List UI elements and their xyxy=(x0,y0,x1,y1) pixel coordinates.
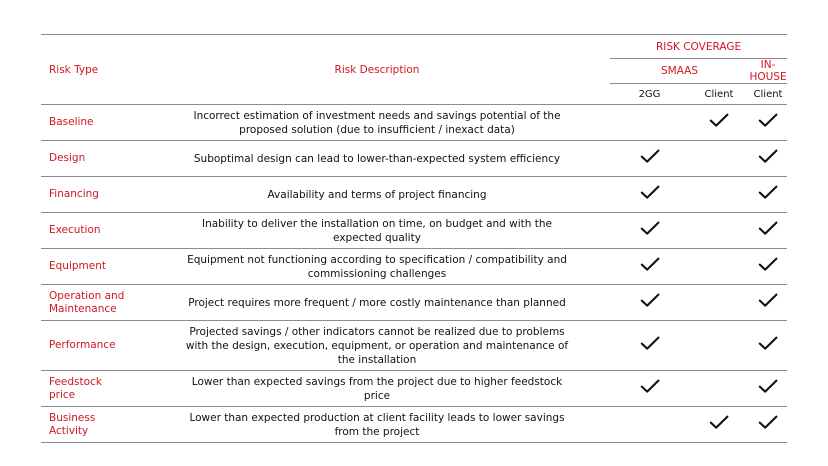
risk-type-header: Risk Type xyxy=(49,63,99,76)
risk-type-line: Operation and xyxy=(49,289,125,302)
risk-type-line: Maintenance xyxy=(49,302,117,315)
coverage-cell-2gg xyxy=(610,213,689,249)
check-icon xyxy=(640,221,660,236)
table-row xyxy=(41,177,787,213)
coverage-cell-inhouse-client xyxy=(749,285,787,321)
check-icon xyxy=(758,415,778,430)
risk-description-line: Lower than expected production at client facility leads to lower savings xyxy=(189,411,565,424)
risk-type-cell xyxy=(41,177,144,213)
risk-description-line: expected quality xyxy=(333,231,421,244)
risk-description-cell xyxy=(144,249,610,285)
risk-description-line: Lower than expected savings from the project due to higher feedstock xyxy=(191,375,563,388)
check-icon xyxy=(758,185,778,200)
coverage-cell-smaas-client xyxy=(689,285,749,321)
coverage-cell-2gg xyxy=(610,177,689,213)
risk-description-cell xyxy=(144,407,610,443)
risk-type-line: Business xyxy=(49,411,96,424)
risk-description-header: Risk Description xyxy=(334,63,420,76)
check-icon xyxy=(709,113,729,128)
risk-description-line: Projected savings / other indicators cannot be realized due to problems xyxy=(189,325,565,338)
risk-type-line: price xyxy=(49,388,76,401)
table-row xyxy=(41,371,787,407)
table-row xyxy=(41,213,787,249)
risk-type-line: Equipment xyxy=(49,260,106,272)
coverage-cell-smaas-client xyxy=(689,249,749,285)
check-icon xyxy=(758,293,778,308)
risk-description-cell xyxy=(144,105,610,141)
check-icon xyxy=(640,149,660,164)
risk-description-line: Availability and terms of project financing xyxy=(267,188,487,201)
risk-description-line: Incorrect estimation of investment needs and savings potential of the xyxy=(193,109,561,122)
coverage-cell-inhouse-client xyxy=(749,177,787,213)
risk-type-cell xyxy=(41,285,144,321)
check-icon xyxy=(640,185,660,200)
check-icon xyxy=(758,149,778,164)
coverage-cell-inhouse-client xyxy=(749,213,787,249)
risk-type-line: Execution xyxy=(49,224,101,236)
risk-description-line: commissioning challenges xyxy=(307,267,447,280)
risk-type-line: Design xyxy=(49,152,86,164)
header-row-coverage xyxy=(41,35,787,59)
risk-description-line: Equipment not functioning according to specification / compatibility and xyxy=(187,253,567,266)
coverage-cell-inhouse-client xyxy=(749,105,787,141)
check-icon xyxy=(758,221,778,236)
coverage-cell-smaas-client xyxy=(689,177,749,213)
check-icon xyxy=(640,293,660,308)
coverage-cell-2gg xyxy=(610,285,689,321)
table-row xyxy=(41,285,787,321)
table-row xyxy=(41,141,787,177)
coverage-cell-smaas-client xyxy=(689,407,749,443)
risk-table-body xyxy=(41,105,787,443)
smaas-header: SMAAS xyxy=(610,59,749,84)
check-icon xyxy=(640,379,660,394)
coverage-cell-smaas-client xyxy=(689,321,749,371)
coverage-cell-2gg xyxy=(610,249,689,285)
risk-type-cell xyxy=(41,407,144,443)
risk-description-cell xyxy=(144,371,610,407)
check-icon xyxy=(640,336,660,351)
risk-coverage-table xyxy=(41,34,787,443)
table-row xyxy=(41,105,787,141)
col-inhouse-client-header: Client xyxy=(753,88,783,100)
risk-type-line: Feedstock xyxy=(49,375,102,388)
col-smaas-client-header: Client xyxy=(704,88,734,100)
risk-description-cell xyxy=(144,141,610,177)
risk-type-cell xyxy=(41,249,144,285)
risk-description-cell xyxy=(144,321,610,371)
coverage-cell-inhouse-client xyxy=(749,141,787,177)
check-icon xyxy=(758,336,778,351)
in-house-header: IN-HOUSE xyxy=(749,59,787,83)
risk-type-cell xyxy=(41,321,144,371)
coverage-cell-inhouse-client xyxy=(749,249,787,285)
risk-description-line: Project requires more frequent / more costly maintenance than planned xyxy=(188,296,566,309)
risk-description-cell xyxy=(144,213,610,249)
coverage-cell-smaas-client xyxy=(689,371,749,407)
coverage-cell-smaas-client xyxy=(689,141,749,177)
coverage-cell-2gg xyxy=(610,321,689,371)
coverage-cell-inhouse-client xyxy=(749,407,787,443)
risk-coverage-header: RISK COVERAGE xyxy=(610,35,787,59)
risk-description-cell xyxy=(144,177,610,213)
risk-type-cell xyxy=(41,213,144,249)
coverage-cell-2gg xyxy=(610,407,689,443)
coverage-cell-2gg xyxy=(610,141,689,177)
check-icon xyxy=(758,113,778,128)
risk-type-line: Activity xyxy=(49,424,89,437)
coverage-cell-smaas-client xyxy=(689,105,749,141)
risk-description-line: from the project xyxy=(334,425,420,438)
check-icon xyxy=(758,257,778,272)
check-icon xyxy=(640,257,660,272)
risk-type-cell xyxy=(41,141,144,177)
risk-description-line: Suboptimal design can lead to lower-than-expected system efficiency xyxy=(193,152,561,165)
risk-type-cell xyxy=(41,105,144,141)
coverage-cell-smaas-client xyxy=(689,213,749,249)
risk-type-line: Financing xyxy=(49,188,99,200)
risk-description-cell xyxy=(144,285,610,321)
risk-description-line: proposed solution (due to insufficient / inexact data) xyxy=(239,123,515,136)
coverage-cell-inhouse-client xyxy=(749,321,787,371)
coverage-cell-inhouse-client xyxy=(749,371,787,407)
risk-type-line: Baseline xyxy=(49,116,94,128)
table-row xyxy=(41,249,787,285)
col-2gg-header: 2GG xyxy=(638,88,661,100)
coverage-cell-2gg xyxy=(610,371,689,407)
risk-description-line: with the design, execution, equipment, or operation and maintenance of xyxy=(185,339,569,352)
risk-description-line: the installation xyxy=(337,353,417,366)
table-row xyxy=(41,321,787,371)
risk-description-line: Inability to deliver the installation on time, on budget and with the xyxy=(201,217,553,230)
table-row xyxy=(41,407,787,443)
check-icon xyxy=(758,379,778,394)
check-icon xyxy=(709,415,729,430)
risk-description-line: price xyxy=(363,389,391,402)
risk-type-cell xyxy=(41,371,144,407)
risk-type-line: Performance xyxy=(49,339,116,351)
coverage-cell-2gg xyxy=(610,105,689,141)
